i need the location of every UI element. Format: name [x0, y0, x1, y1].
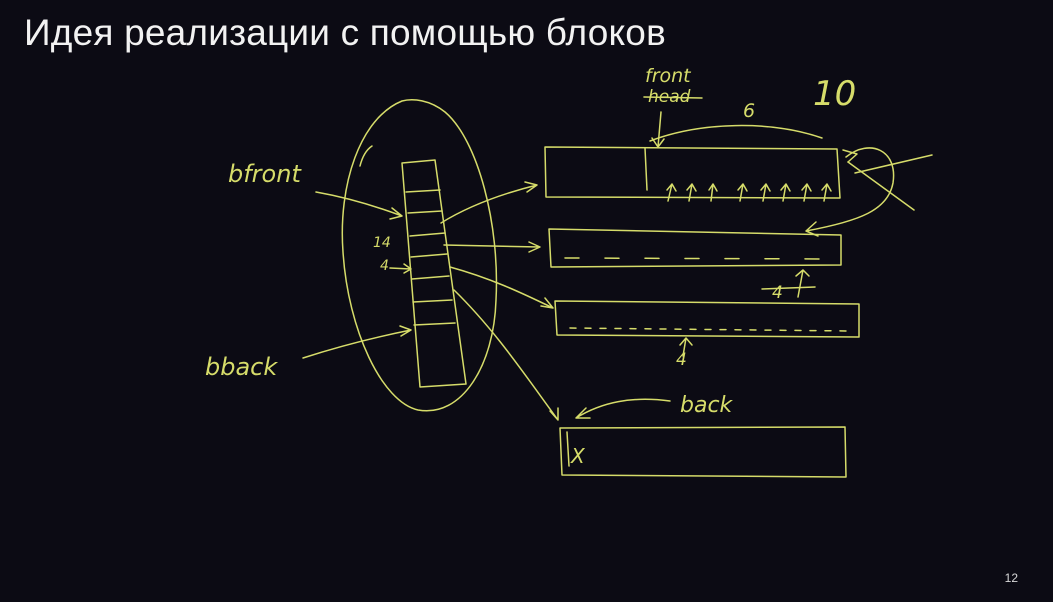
index-arrow	[390, 264, 411, 273]
block-3	[555, 301, 859, 337]
block-2	[549, 229, 841, 267]
count-six: 6	[743, 100, 756, 122]
back-pointer-arrow	[576, 399, 670, 418]
bback-label: bback	[205, 353, 278, 381]
bfront-arrow	[316, 192, 402, 219]
page-number: 12	[1004, 571, 1018, 585]
bfront-label: bfront	[228, 160, 301, 188]
index-mark-14: 14	[373, 235, 391, 251]
bback-arrow	[303, 326, 411, 358]
count-brace	[650, 126, 822, 141]
ellipse-stroke-tail	[360, 146, 372, 166]
block-3-mark-4: 4	[676, 350, 687, 370]
front-pointer-arrow	[652, 112, 664, 147]
block-1	[545, 147, 840, 198]
front-label: front	[645, 65, 691, 87]
slide-title: Идея реализации с помощью блоков	[24, 12, 666, 53]
block-4	[560, 427, 846, 477]
back-label: back	[680, 393, 733, 418]
map-to-block-2-arrow	[444, 242, 540, 252]
block-2-dashes	[565, 258, 830, 259]
index-mark-4: 4	[380, 258, 389, 274]
block-3-dashes	[570, 328, 850, 331]
block-4-empty-mark: X	[571, 444, 585, 468]
head-crossed-label: head	[648, 87, 691, 107]
block-2-mark-4: 4	[772, 283, 783, 303]
block-2-up-arrow	[796, 270, 809, 297]
map-to-block-4-arrow	[454, 290, 558, 420]
block-4-back-divider	[567, 432, 569, 466]
head-strike	[644, 97, 702, 98]
capacity-ten: 10	[813, 74, 857, 114]
strike-line-b	[848, 162, 914, 210]
map-ellipse	[342, 100, 496, 411]
map-to-block-1-arrow	[441, 182, 537, 223]
map-array	[402, 160, 466, 387]
block-1-front-divider	[645, 148, 647, 190]
block-2-mark-strike	[762, 287, 815, 289]
